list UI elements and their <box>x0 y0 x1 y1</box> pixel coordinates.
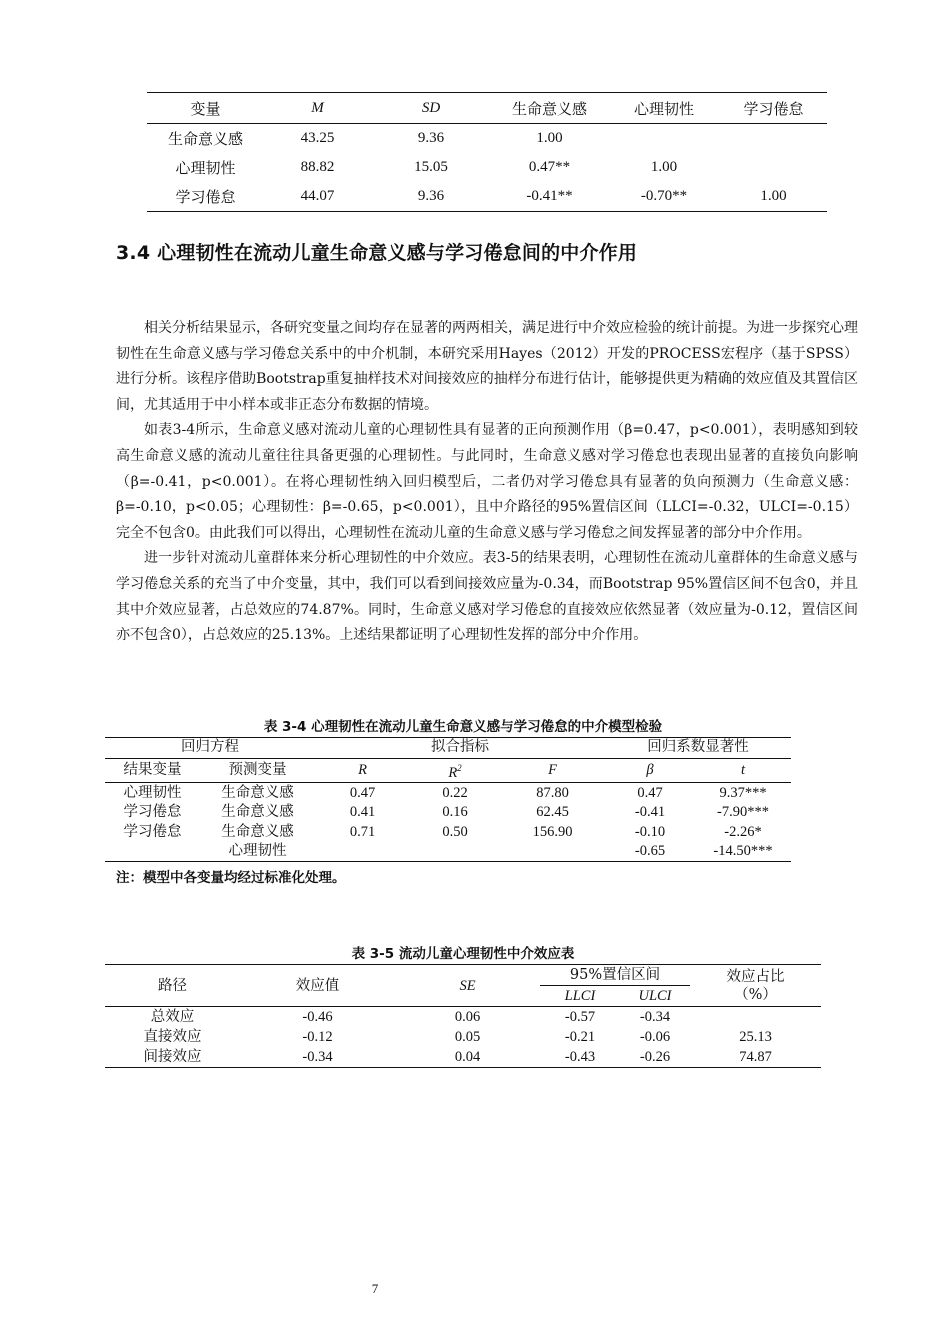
table-cell: -0.41** <box>526 188 573 204</box>
paragraph: 相关分析结果显示，各研究变量之间均存在显著的两两相关，满足进行中介效应检验的统计前提。为进一步探究心理韧性在生命意义感与学习倦怠关系中的中介机制，本研究采用Hayes（2012）开发的PROCESS宏程序（基于SPSS）进行分析。该程序借助Bootstrap重复抽样技术对间接效应的抽样分布进行估计，能够提供更为精确的效应值及其置信区间，尤其适用于中小样本或非正态分布数据的情境。 <box>116 320 858 413</box>
column-header: 结果变量 <box>105 758 200 783</box>
column-header: 95%置信区间 <box>540 965 690 986</box>
column-header: β <box>605 758 695 783</box>
table-cell: 生命意义感 <box>221 823 294 840</box>
table-cell: -0.21 <box>564 1029 596 1045</box>
group-header-row <box>105 738 791 759</box>
table-cell: 生命意义感 <box>221 784 294 801</box>
table-cell: 间接效应 <box>143 1049 202 1065</box>
table-cell: 0.16 <box>442 804 468 821</box>
table-cell: -2.26* <box>724 823 762 840</box>
column-header: 变量 <box>147 93 264 124</box>
table-row <box>105 1047 821 1068</box>
column-header: R <box>315 758 410 783</box>
body-text <box>116 316 858 649</box>
table-row <box>105 842 791 862</box>
group-header: 回归方程 <box>105 738 315 759</box>
table-cell: 25.13 <box>739 1029 772 1045</box>
table-cell: 9.36 <box>417 188 445 204</box>
mediation-model-table <box>105 737 791 862</box>
column-header: 效应值 <box>240 965 395 1007</box>
table-cell: 总效应 <box>150 1009 195 1025</box>
table-cell: 0.71 <box>349 823 376 840</box>
table-cell: 0.41 <box>349 804 376 821</box>
table-cell: 0.05 <box>454 1029 481 1045</box>
group-header: 回归系数显著性 <box>605 738 791 759</box>
table-cell: 0.47 <box>349 784 376 801</box>
table-cell: -0.57 <box>564 1009 596 1025</box>
section-heading: 3.4 心理韧性在流动儿童生命意义感与学习倦怠间的中介作用 <box>116 242 638 264</box>
table-cell: 87.80 <box>536 784 569 801</box>
table-cell: 9.37*** <box>719 784 767 801</box>
table-cell: 15.05 <box>414 159 448 175</box>
table-row <box>147 182 827 212</box>
column-header: t <box>695 758 791 783</box>
table-cell: 0.22 <box>442 784 468 801</box>
column-header: F <box>500 758 605 783</box>
table-cell: 生命意义感 <box>167 130 243 148</box>
table-cell: 生命意义感 <box>221 804 294 821</box>
table-cell: -0.46 <box>302 1009 333 1025</box>
table-cell <box>410 842 500 862</box>
column-header: 学习倦怠 <box>720 93 827 124</box>
table-cell <box>608 124 720 154</box>
table-cell: 0.04 <box>454 1049 481 1065</box>
table-cell: 44.07 <box>300 188 335 204</box>
table-cell: 学习倦怠 <box>123 823 182 840</box>
table-cell: 1.00 <box>536 130 563 146</box>
table-cell: -0.10 <box>634 823 666 840</box>
table-cell: 学习倦怠 <box>175 188 236 206</box>
table-cell <box>720 124 827 154</box>
table-cell: 62.45 <box>536 804 569 821</box>
table-cell: 0.06 <box>454 1009 481 1025</box>
table-cell: 学习倦怠 <box>123 804 182 821</box>
table-cell: 0.47** <box>528 159 571 175</box>
table-cell: 43.25 <box>300 130 335 146</box>
column-header: $R^2$ <box>410 758 500 783</box>
paragraph: 进一步针对流动儿童群体来分析心理韧性的中介效应。表3-5的结果表明，心理韧性在流动儿童群体的生命意义感与学习倦怠关系的充当了中介变量，其中，我们可以看到间接效应量为-0.34，而Bootstrap 95%置信区间不包含0，并且其中介效应显著，占总效应的74.87%。同时，生命意义感对学习倦怠的直接效应依然显著（效应量为-0.12，置信区间亦不包含0），占总效应的25.13%。上述结果都证明了心理韧性发挥的部分中介作用。 <box>116 550 858 644</box>
table-cell: -14.50*** <box>713 843 773 860</box>
table-cell: -0.34 <box>302 1049 333 1065</box>
table-caption: 表 3-4 心理韧性在流动儿童生命意义感与学习倦怠的中介模型检验 <box>263 719 663 735</box>
column-header: 路径 <box>105 965 240 1007</box>
table-cell: -0.34 <box>639 1009 671 1025</box>
table-cell: 心理韧性 <box>228 843 287 860</box>
table-cell: 直接效应 <box>143 1029 202 1045</box>
column-header: SD <box>371 93 491 124</box>
table-cell <box>690 1007 821 1028</box>
table-row <box>147 153 827 182</box>
table-cell <box>500 842 605 862</box>
table-cell: -0.06 <box>639 1029 671 1045</box>
table-header-row <box>105 758 791 783</box>
table-row <box>105 822 791 842</box>
column-header: ULCI <box>620 986 690 1007</box>
page-number: 7 <box>371 1281 379 1296</box>
mediation-effect-table <box>105 964 821 1068</box>
column-header: M <box>264 93 371 124</box>
correlation-table <box>147 92 827 212</box>
column-header: 生命意义感 <box>491 93 608 124</box>
table-cell: -0.65 <box>634 843 666 860</box>
table-row <box>105 1007 821 1028</box>
table-row <box>105 1027 821 1047</box>
table-cell: 74.87 <box>739 1049 772 1065</box>
table-cell: -0.43 <box>564 1049 596 1065</box>
table-cell: -7.90*** <box>717 804 769 821</box>
table-caption: 表 3-5 流动儿童心理韧性中介效应表 <box>351 946 575 962</box>
table-cell <box>315 842 410 862</box>
column-header: LLCI <box>540 986 620 1007</box>
table-cell: -0.26 <box>639 1049 671 1065</box>
column-header: 心理韧性 <box>608 93 720 124</box>
table-cell: 1.00 <box>760 188 787 204</box>
table-cell: 心理韧性 <box>175 159 236 177</box>
paragraph: 如表3-4所示，生命意义感对流动儿童的心理韧性具有显著的正向预测作用（β=0.47，p<0.001），表明感知到较高生命意义感的流动儿童往往具备更强的心理韧性。与此同时，生命意义感对学习倦怠也表现出显著的直接负向影响（β=-0.41，p<0.001）。在将心理韧性纳入回归模型后，二者仍对学习倦怠具有显著的负向预测力（生命意义感：β=-0.10，p<0.05；心理韧性：β=-0.65，p<0.001），且中介路径的95%置信区间（LLCI=-0.32，ULCI=-0.15）完全不包含0。由此我们可以得出，心理韧性在流动儿童的生命意义感与学习倦怠之间发挥显著的部分中介作用。 <box>116 422 858 541</box>
table-cell <box>720 153 827 182</box>
table-cell: 0.47 <box>637 784 663 801</box>
column-header: SE <box>395 965 540 1007</box>
table-row <box>105 783 791 803</box>
table-cell: 1.00 <box>650 159 678 175</box>
table-cell: 88.82 <box>300 159 335 175</box>
table-row <box>147 124 827 154</box>
table-header-row <box>105 965 821 986</box>
table-note: 注：模型中各变量均经过标准化处理。 <box>116 870 346 886</box>
table-cell: 心理韧性 <box>123 784 182 801</box>
table-cell: 9.36 <box>417 130 445 146</box>
table-cell: 0.50 <box>442 823 468 840</box>
table-row <box>105 803 791 823</box>
group-header: 拟合指标 <box>315 738 605 759</box>
table-cell: -0.41 <box>634 804 666 821</box>
table-cell: -0.12 <box>302 1029 333 1045</box>
column-header: 预测变量 <box>200 758 315 783</box>
table-cell: 156.90 <box>532 823 573 840</box>
column-header: 效应占比 （%） <box>690 965 821 1007</box>
table-cell: -0.70** <box>640 188 688 204</box>
table-cell <box>105 842 200 862</box>
table-header-row <box>147 93 827 124</box>
